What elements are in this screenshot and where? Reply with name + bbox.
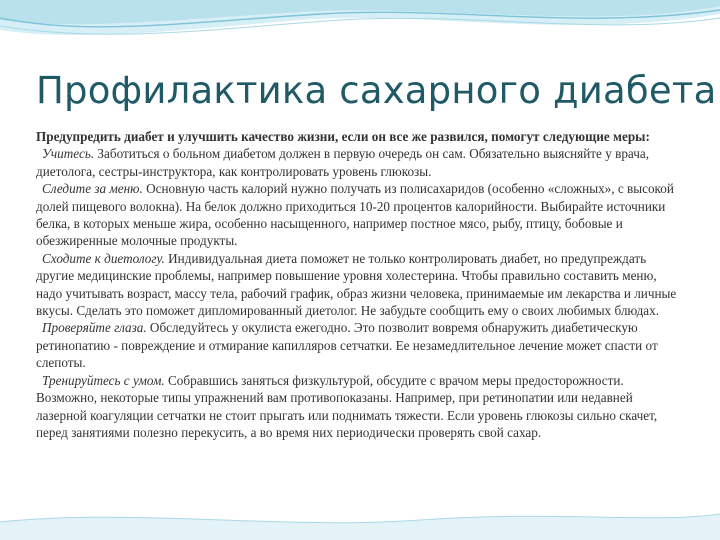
tip-menu — [36, 180, 686, 250]
tip-eyes — [36, 319, 686, 371]
slide-body — [36, 128, 686, 441]
slide-title: Профилактика сахарного диабета — [36, 69, 717, 112]
tip-lead: Сходите к диетологу. — [42, 250, 165, 266]
tip-exercise — [36, 372, 686, 442]
tip-dietitian — [36, 250, 686, 320]
bottom-wave-decoration — [0, 500, 720, 540]
tip-lead: Учитесь. — [42, 146, 95, 162]
tip-text: Собравшись заняться физкультурой, обсудите с врачом меры предосторожности. Возможно, некоторые типы упражнений вам противопоказаны. Например, при ретинопатии или недавней лазерной коагуляции сетчатки не стоит прыгать или поднимать тяжести. Если уровень глюкозы сильно скачет, перед занятиями полезно перекусить, а во время них периодически проверять свой сахар. — [36, 372, 658, 440]
tip-text: Индивидуальная диета поможет не только контролировать диабет, но предупреждать другие медицинские проблемы, например повышение уровня холестерина. Чтобы правильно составить меню, надо учитывать возраст, массу тела, рабочий график, образ жизни человека, принимаемые им лекарства и личные вкусы. Сделать это поможет дипломированный диетолог. Не забудьте сообщить ему о своих любимых блюдах. — [36, 250, 677, 319]
tip-lead: Проверяйте глаза. — [42, 320, 147, 336]
tip-text: Заботиться о больном диабетом должен в первую очередь он сам. Обязательно выясняйте у врача, диетолога, сестры-инструктора, как контролировать уровень глюкозы. — [36, 146, 650, 179]
tip-learn — [36, 145, 686, 180]
tip-text: Основную часть калорий нужно получать из полисахаридов (особенно «сложных», с высокой долей пищевого волокна). На белок должно приходиться 10-20 процентов калорийности. Выбирайте источники белка, в которых меньше жира, особенно насыщенного, например постное мясо, рыбу, птицу, бобовые и обезжиренные молочные продукты. — [36, 181, 674, 249]
intro-text: Предупредить диабет и улучшить качество жизни, если он все же развился, помогут следующие меры: — [36, 129, 650, 144]
top-wave-decoration — [0, 0, 720, 60]
tip-lead: Тренируйтесь с умом. — [42, 372, 165, 388]
tip-lead: Следите за меню. — [42, 181, 143, 197]
tip-text: Обследуйтесь у окулиста ежегодно. Это позволит вовремя обнаружить диабетическую ретинопатию - повреждение и отмирание капилляров сетчатки. Ее незамедлительное лечение может спасти от слепоты. — [36, 320, 658, 371]
